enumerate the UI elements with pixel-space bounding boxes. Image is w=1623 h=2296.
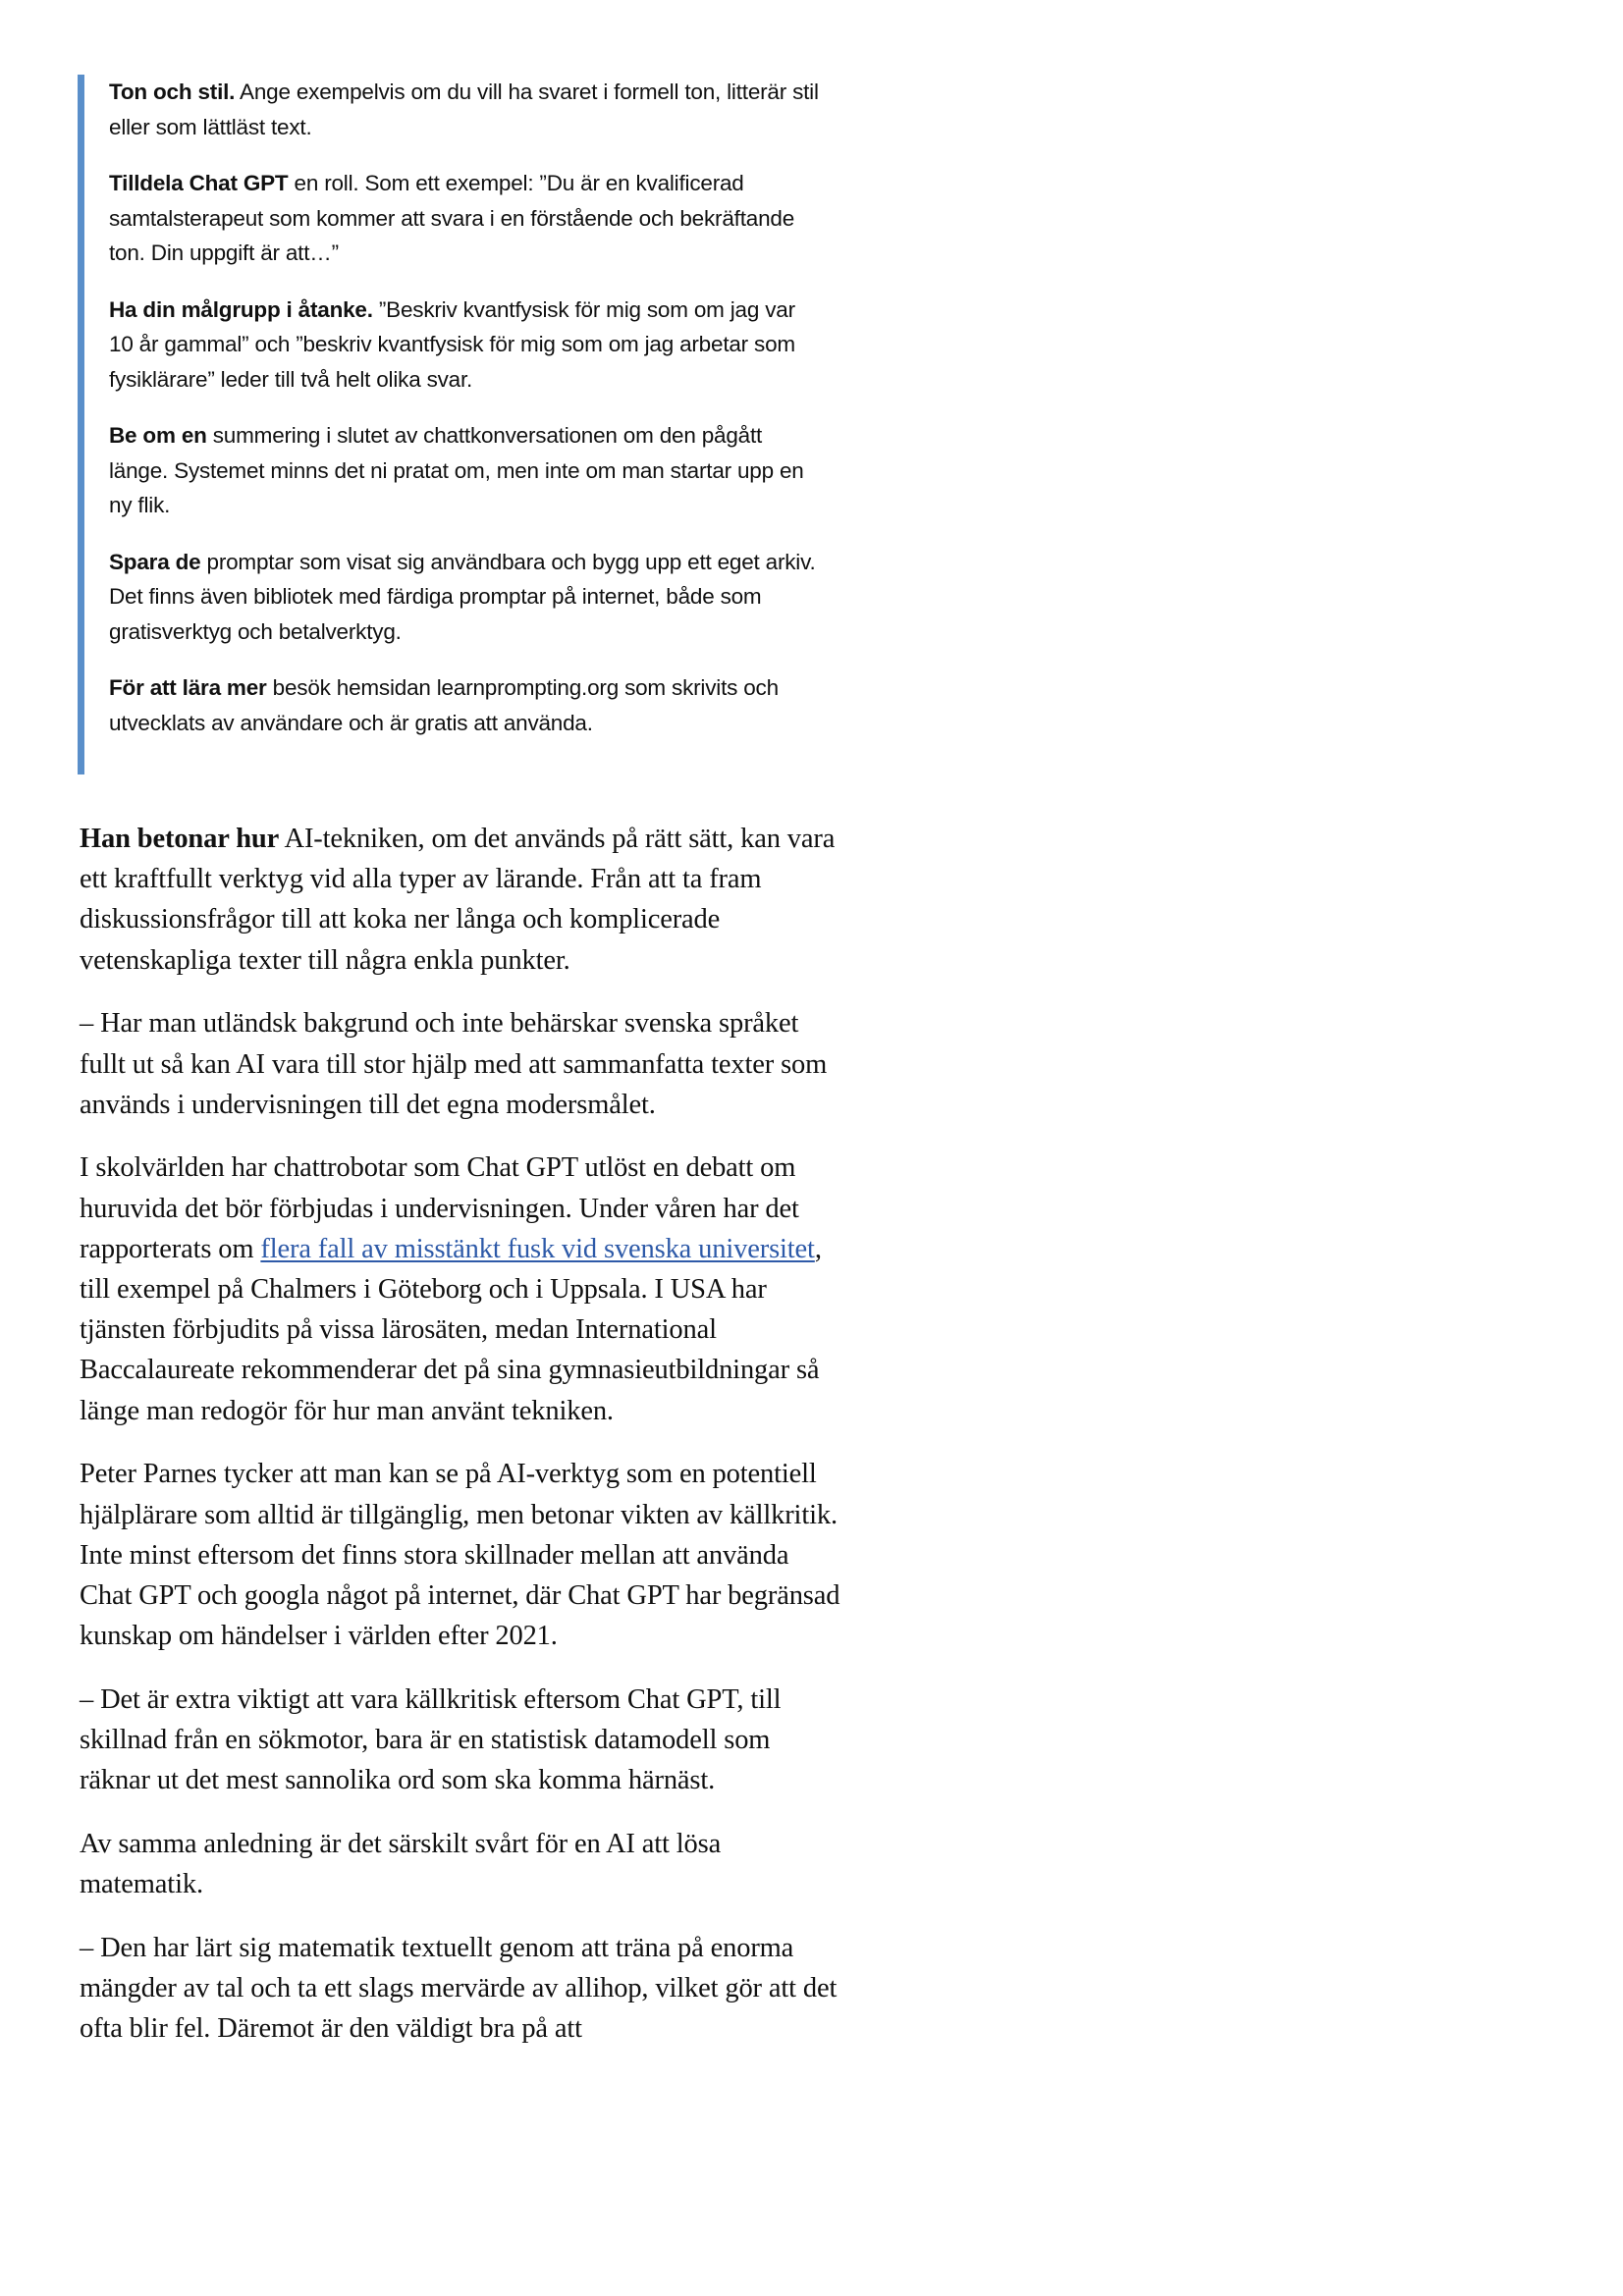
paragraph-text: , till exempel på Chalmers i Göteborg och i Uppsala. I USA har tjänsten förbjudits på vissa lärosäten, medan International Baccalaureate rekommenderar det på sina gymnasieutbildningar så länge man redogör för hur man använt tekniken. xyxy=(80,1233,822,1426)
tip-text: besök hemsidan learnprompting.org som skrivits och utvecklats av användare och är gratis att använda. xyxy=(109,675,779,735)
tip-target-audience xyxy=(109,293,824,398)
article-body xyxy=(80,819,840,2072)
tip-text: Ange exempelvis om du vill ha svaret i formell ton, litterär stil eller som lättläst text. xyxy=(109,80,819,139)
tip-tone-style xyxy=(109,75,824,144)
tip-text: promptar som visat sig användbara och bygg upp ett eget arkiv. Det finns även bibliotek med färdiga promptar på internet, både som gratisverktyg och betalverktyg. xyxy=(109,549,816,644)
paragraph-source-criticism: Peter Parnes tycker att man kan se på AI-verktyg som en potentiell hjälplärare som alltid är tillgänglig, men betonar vikten av källkritik. Inte minst eftersom det finns stora skillnader mellan att använda Chat GPT och googla något på internet, där Chat GPT har begränsad kunskap om händelser i världen efter 2021. xyxy=(80,1459,840,1652)
paragraph-quote-language: – Har man utländsk bakgrund och inte behärskar svenska språket fullt ut så kan AI vara till stor hjälp med att sammanfatta texter som används i undervisningen till det egna modersmålet. xyxy=(80,1008,828,1120)
tip-assign-role xyxy=(109,166,824,271)
paragraph-school-debate xyxy=(80,1148,840,1430)
tip-lead: Tilldela Chat GPT xyxy=(109,171,289,195)
paragraph-ai-learning xyxy=(80,819,840,981)
tip-text: summering i slutet av chattkonversationen om den pågått länge. Systemet minns det ni pratat om, men inte om man startar upp en ny flik. xyxy=(109,423,804,517)
paragraph-quote-math: – Den har lärt sig matematik textuellt genom att träna på enorma mängder av tal och ta ett slags mervärde av allihop, vilket gör att det ofta blir fel. Däremot är den väldigt bra på att xyxy=(80,1932,838,2045)
tip-lead: Be om en xyxy=(109,423,207,448)
tips-factbox xyxy=(78,75,824,774)
paragraph-math: Av samma anledning är det särskilt svårt för en AI att lösa matematik. xyxy=(80,1828,722,1900)
tip-summary xyxy=(109,418,824,523)
tip-lead: För att lära mer xyxy=(109,675,267,700)
paragraph-lead: Han betonar hur xyxy=(80,824,280,854)
tip-text: en roll. Som ett exempel: ”Du är en kvalificerad samtalsterapeut som kommer att svara i en förstående och bekräftande ton. Din uppgift är att…” xyxy=(109,171,795,265)
paragraph-text: I skolvärlden har chattrobotar som Chat GPT utlöst en debatt om huruvida det bör förbjudas i undervisningen. Under våren har det rapporterats om xyxy=(80,1152,799,1264)
tip-save-prompts xyxy=(109,545,824,650)
tip-text: ”Beskriv kvantfysisk för mig som om jag var 10 år gammal” och ”beskriv kvantfysisk för mig som om jag arbetar som fysiklärare” leder till två helt olika svar. xyxy=(109,296,795,392)
paragraph-text: AI-tekniken, om det används på rätt sätt, kan vara ett kraftfullt verktyg vid alla typer av lärande. Från att ta fram diskussionsfrågor till att koka ner långa och komplicerade vetenskapliga texter till några enkla punkter. xyxy=(80,824,836,976)
paragraph-quote-statistical-model: – Det är extra viktigt att vara källkritisk eftersom Chat GPT, till skillnad från en sökmotor, bara är en statistisk datamodell som räknar ut det mest sannolika ord som ska komma härnäst. xyxy=(80,1683,782,1796)
tip-learn-more xyxy=(109,670,824,740)
tip-lead: Ton och stil. xyxy=(109,80,236,104)
cheating-cases-link[interactable]: flera fall av misstänkt fusk vid svenska universitet xyxy=(260,1233,815,1264)
tip-lead: Ha din målgrupp i åtanke. xyxy=(109,296,373,322)
tip-lead: Spara de xyxy=(109,549,201,574)
